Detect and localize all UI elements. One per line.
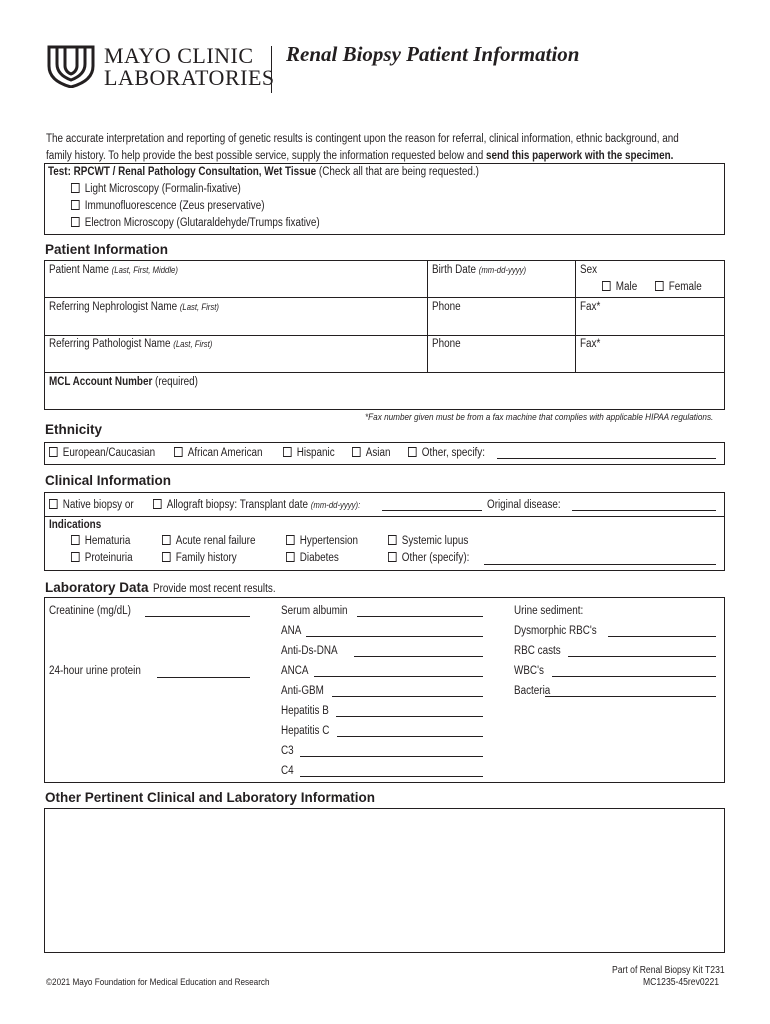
field-hint: (Last, First)	[173, 339, 213, 349]
lab-test-label: Serum albumin	[281, 605, 348, 617]
field-label: MCL Account Number	[49, 376, 153, 388]
row-divider	[44, 335, 725, 336]
pathologist-field[interactable]	[49, 338, 212, 350]
row-divider	[44, 297, 725, 298]
mayo-shield-icon	[46, 44, 96, 88]
clinical-box	[44, 492, 725, 571]
option-label: Hispanic	[296, 447, 335, 459]
urine-sediment-value-line[interactable]	[608, 636, 716, 637]
lab-test-label: ANA	[281, 625, 302, 637]
lab-test-value-line[interactable]	[300, 776, 483, 777]
pathologist-phone-field[interactable]: Phone	[432, 338, 461, 350]
nephrologist-fax-field[interactable]: Fax*	[580, 301, 601, 313]
test-option[interactable]	[71, 200, 265, 212]
test-option[interactable]	[71, 217, 320, 229]
native-biopsy-option[interactable]	[49, 499, 134, 511]
ethnicity-option-other[interactable]	[408, 447, 485, 459]
nephrologist-phone-field[interactable]: Phone	[432, 301, 461, 313]
test-label: Test: RPCWT / Renal Pathology Consultation, Wet Tissue	[48, 166, 317, 178]
patient-heading: Patient Information	[45, 242, 169, 257]
option-label: Systemic lupus	[401, 535, 469, 547]
lab-test-value-line[interactable]	[336, 716, 483, 717]
field-hint: (Last, First)	[179, 302, 219, 312]
row-divider	[44, 372, 725, 373]
checkbox[interactable]	[162, 552, 171, 562]
field-label: Birth Date	[432, 264, 476, 276]
indication-option[interactable]	[71, 552, 133, 564]
checkbox[interactable]	[283, 447, 292, 457]
checkbox[interactable]	[71, 200, 80, 210]
checkbox[interactable]	[174, 447, 183, 457]
option-label: Immunofluorescence (Zeus preservative)	[84, 200, 265, 212]
option-label: Female	[668, 281, 702, 293]
checkbox[interactable]	[655, 281, 664, 291]
lab-test-label: Anti-GBM	[281, 685, 324, 697]
option-label: Allograft biopsy: Transplant date	[166, 499, 309, 511]
transplant-date-line[interactable]	[382, 510, 482, 511]
urine-sediment-value-line[interactable]	[552, 676, 716, 677]
urine-sediment-value-line[interactable]	[568, 656, 716, 657]
option-label: African American	[187, 447, 263, 459]
option-label: Acute renal failure	[175, 535, 256, 547]
mayo-logo	[46, 44, 96, 88]
ethnicity-option[interactable]	[283, 447, 335, 459]
lab-test-value-line[interactable]	[337, 736, 483, 737]
indications-label	[49, 519, 101, 531]
patient-name-field[interactable]	[49, 264, 178, 276]
other-specify-line[interactable]	[484, 564, 716, 565]
ethnicity-option[interactable]	[49, 447, 155, 459]
lab-test-value-line[interactable]	[306, 636, 483, 637]
clinical-heading: Clinical Information	[45, 473, 172, 488]
indications-text: Indications	[49, 519, 102, 531]
urine-protein-label: 24-hour urine protein	[49, 665, 141, 677]
option-label: Electron Microscopy (Glutaraldehyde/Trumps fixative)	[84, 217, 320, 229]
checkbox[interactable]	[602, 281, 611, 291]
checkbox[interactable]	[153, 499, 162, 509]
ethnicity-heading: Ethnicity	[45, 422, 103, 437]
pathologist-fax-field[interactable]: Fax*	[580, 338, 601, 350]
lab-test-label: C3	[281, 745, 294, 757]
checkbox[interactable]	[71, 552, 80, 562]
account-number-field[interactable]	[49, 376, 198, 388]
checkbox[interactable]	[388, 535, 397, 545]
option-label: Other (specify):	[401, 552, 470, 564]
checkbox[interactable]	[49, 447, 58, 457]
checkbox[interactable]	[71, 535, 80, 545]
allograft-option[interactable]	[153, 499, 360, 511]
sex-label: Sex	[580, 264, 598, 276]
checkbox[interactable]	[286, 552, 295, 562]
field-label: Referring Nephrologist Name	[49, 301, 178, 313]
urine-sediment-item-label: Bacteria	[514, 685, 551, 697]
indication-option[interactable]	[71, 535, 130, 547]
urine-sediment-label: Urine sediment:	[514, 605, 584, 617]
option-label: Family history	[175, 552, 237, 564]
lab-test-value-line[interactable]	[314, 676, 483, 677]
lab-test-label: Hepatitis C	[281, 725, 330, 737]
lab-heading: Laboratory Data	[45, 580, 149, 595]
urine-sediment-value-line[interactable]	[545, 696, 716, 697]
test-note: (Check all that are being requested.)	[316, 166, 479, 178]
option-label: Proteinuria	[84, 552, 133, 564]
original-disease-label: Original disease:	[487, 499, 561, 511]
option-label: Native biopsy or	[62, 499, 134, 511]
brand-name	[104, 45, 275, 89]
indication-option[interactable]	[286, 535, 358, 547]
brand-line-1: MAYO CLINIC	[104, 43, 254, 68]
ethnicity-option[interactable]	[352, 447, 391, 459]
other-info-textarea[interactable]	[44, 808, 725, 953]
lab-test-value-line[interactable]	[332, 696, 483, 697]
checkbox[interactable]	[352, 447, 361, 457]
intro-text	[46, 131, 679, 165]
intro-line-2-text: family history. To help provide the best possible service, supply the information requested below and	[46, 150, 486, 162]
checkbox[interactable]	[71, 183, 80, 193]
footer-code: MC1235-45rev0221	[643, 977, 720, 988]
sex-female-option[interactable]	[655, 281, 702, 293]
field-hint: (mm-dd-yyyy):	[310, 500, 361, 510]
creatinine-line[interactable]	[145, 616, 250, 617]
ethnicity-option[interactable]	[174, 447, 263, 459]
urine-protein-line[interactable]	[157, 677, 250, 678]
lab-note: Provide most recent results.	[152, 583, 276, 595]
lab-heading-row	[45, 579, 296, 597]
footer-copyright: ©2021 Mayo Foundation for Medical Education and Research	[46, 977, 270, 988]
test-option[interactable]	[71, 183, 241, 195]
indication-option-other[interactable]	[388, 552, 469, 564]
lab-test-label: ANCA	[281, 665, 309, 677]
indication-option[interactable]	[162, 552, 237, 564]
option-label: Other, specify:	[421, 447, 485, 459]
row-divider	[44, 516, 725, 517]
footer-kit: Part of Renal Biopsy Kit T231	[612, 965, 725, 976]
test-heading	[48, 166, 479, 178]
lab-test-value-line[interactable]	[300, 756, 483, 757]
option-label: Male	[615, 281, 638, 293]
lab-test-label: Anti-Ds-DNA	[281, 645, 338, 657]
creatinine-label: Creatinine (mg/dL)	[49, 605, 131, 617]
option-label: Hematuria	[84, 535, 131, 547]
header-divider	[271, 46, 272, 93]
lab-test-value-line[interactable]	[354, 656, 483, 657]
lab-test-value-line[interactable]	[357, 616, 483, 617]
checkbox[interactable]	[388, 552, 397, 562]
intro-line-1: The accurate interpretation and reporting of genetic results is contingent upon the reason for referral, clinical information, ethnic background, and	[46, 133, 679, 145]
page-title: Renal Biopsy Patient Information	[286, 42, 580, 66]
checkbox[interactable]	[286, 535, 295, 545]
intro-emphasis: send this paperwork with the specimen.	[485, 150, 674, 162]
nephrologist-field[interactable]	[49, 301, 219, 313]
field-label: Patient Name	[49, 264, 109, 276]
field-hint: (mm-dd-yyyy)	[478, 265, 527, 275]
field-hint: (required)	[152, 376, 198, 388]
option-label: European/Caucasian	[62, 447, 156, 459]
birth-date-field[interactable]	[432, 264, 526, 276]
field-hint: (Last, First, Middle)	[111, 265, 178, 275]
checkbox[interactable]	[408, 447, 417, 457]
option-label: Light Microscopy (Formalin-fixative)	[84, 183, 241, 195]
indication-option[interactable]	[162, 535, 255, 547]
urine-sediment-item-label: Dysmorphic RBC's	[514, 625, 597, 637]
original-disease-line[interactable]	[572, 510, 716, 511]
indication-option[interactable]	[388, 535, 468, 547]
fax-note: *Fax number given must be from a fax machine that complies with applicable HIPAA regulations.	[365, 412, 714, 423]
col-divider	[575, 260, 576, 372]
option-label: Hypertension	[299, 535, 359, 547]
indication-option[interactable]	[286, 552, 339, 564]
checkbox[interactable]	[162, 535, 171, 545]
field-label: Referring Pathologist Name	[49, 338, 171, 350]
lab-test-label: Hepatitis B	[281, 705, 329, 717]
option-label: Asian	[365, 447, 391, 459]
brand-line-2: LABORATORIES	[104, 65, 275, 90]
ethnicity-other-line[interactable]	[497, 458, 716, 459]
other-heading: Other Pertinent Clinical and Laboratory Information	[45, 790, 376, 805]
urine-sediment-item-label: WBC's	[514, 665, 544, 677]
checkbox[interactable]	[49, 499, 58, 509]
col-divider	[427, 260, 428, 372]
urine-sediment-item-label: RBC casts	[514, 645, 561, 657]
option-label: Diabetes	[299, 552, 339, 564]
lab-test-label: C4	[281, 765, 294, 777]
sex-male-option[interactable]	[602, 281, 637, 293]
checkbox[interactable]	[71, 217, 80, 227]
